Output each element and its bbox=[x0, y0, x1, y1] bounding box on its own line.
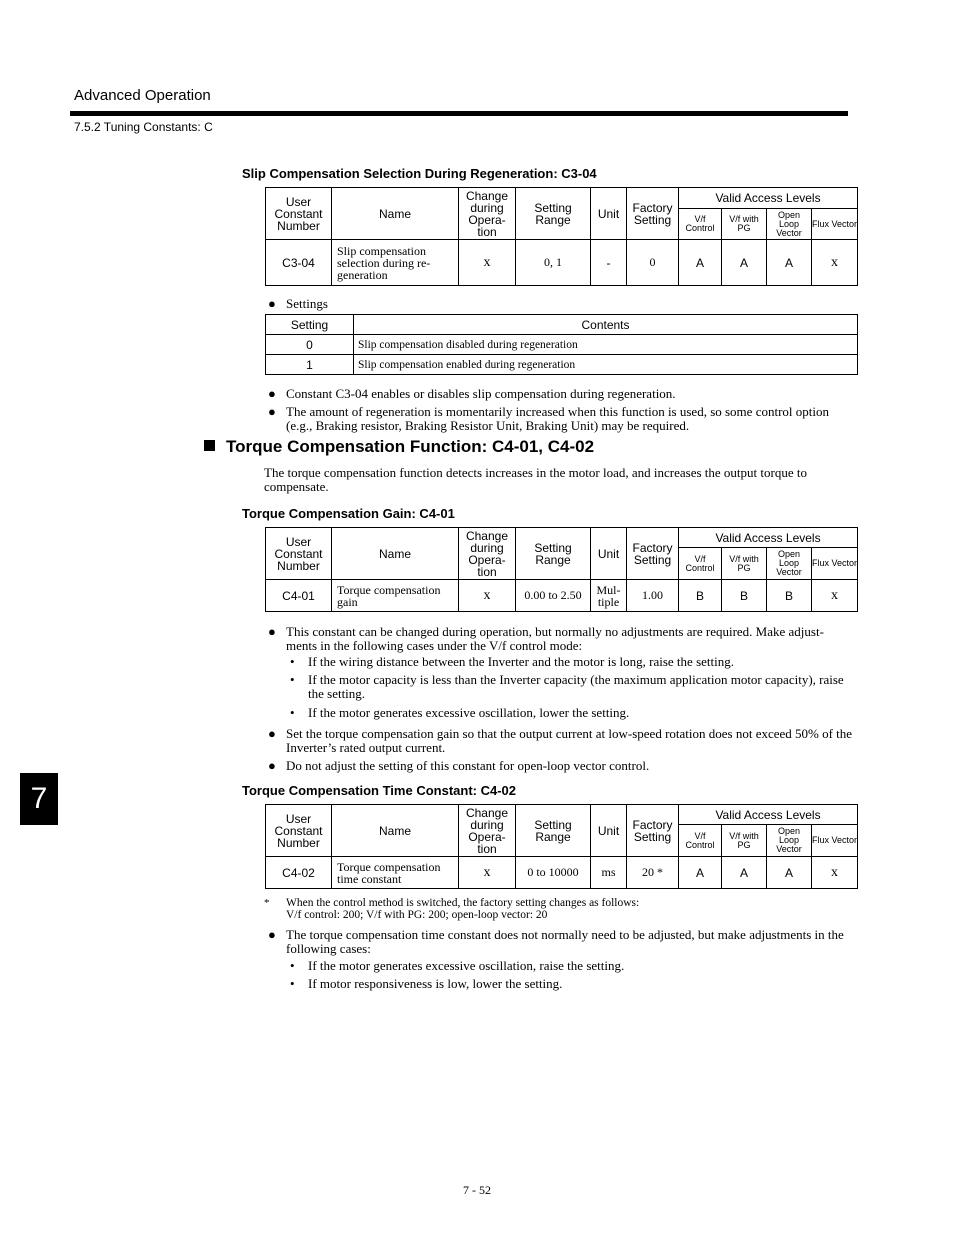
table-row bbox=[266, 240, 858, 286]
access-vfpg: B bbox=[722, 580, 767, 612]
settings-col-contents: Contents bbox=[354, 315, 858, 335]
col-unit: Unit bbox=[591, 805, 627, 857]
access-flux: x bbox=[812, 580, 858, 612]
setting-contents: Slip compensation enabled during regeneration bbox=[354, 355, 858, 375]
col-vf: V/f Control bbox=[679, 825, 722, 857]
access-vf: A bbox=[679, 240, 722, 286]
square-bullet-icon bbox=[204, 440, 215, 451]
factory-setting: 0 bbox=[627, 240, 679, 286]
list-item: ● This constant can be changed during operation, but normally no adjustments are required. Make adjust- ments in the following cases under the V/f control mode: bbox=[268, 624, 824, 653]
access-vf: A bbox=[679, 857, 722, 889]
setting-range: 0.00 to 2.50 bbox=[516, 580, 591, 612]
change-during-operation: x bbox=[459, 857, 516, 889]
footnote-mark: * bbox=[264, 897, 270, 909]
c402-constant-table bbox=[265, 804, 858, 889]
access-olv: A bbox=[767, 857, 812, 889]
unit: ms bbox=[591, 857, 627, 889]
col-factory: Factory Setting bbox=[627, 188, 679, 240]
col-valid-access: Valid Access Levels bbox=[679, 528, 858, 548]
col-factory: Factory Setting bbox=[627, 805, 679, 857]
col-name: Name bbox=[332, 805, 459, 857]
col-change: Change during Opera- tion bbox=[459, 805, 516, 857]
sub-list-item: • If the motor generates excessive oscillation, raise the setting. bbox=[290, 958, 625, 973]
col-flux: Flux Vector bbox=[812, 209, 858, 240]
col-range: Setting Range bbox=[516, 528, 591, 580]
c402-heading: Torque Compensation Time Constant: C4-02 bbox=[242, 783, 516, 798]
c304-heading: Slip Compensation Selection During Regeneration: C3-04 bbox=[242, 166, 597, 181]
header-rule bbox=[70, 111, 848, 116]
setting-range: 0 to 10000 bbox=[516, 857, 591, 889]
col-change: Change during Opera- tion bbox=[459, 188, 516, 240]
col-name: Name bbox=[332, 528, 459, 580]
c304-constant-table bbox=[265, 187, 858, 286]
list-item: ● The torque compensation time constant does not normally need to be adjusted, but make adjustments in the following cases: bbox=[268, 927, 844, 956]
list-item: ● Do not adjust the setting of this constant for open-loop vector control. bbox=[268, 758, 650, 773]
col-unit: Unit bbox=[591, 188, 627, 240]
access-olv: B bbox=[767, 580, 812, 612]
access-vf: B bbox=[679, 580, 722, 612]
section-title: Torque Compensation Function: C4-01, C4-02 bbox=[204, 437, 594, 457]
col-vfpg: V/f with PG bbox=[722, 209, 767, 240]
list-item: ● The amount of regeneration is momentarily increased when this function is used, so some control option (e.g., Braking resistor, Braking Resistor Unit, Braking Unit) may be required. bbox=[268, 404, 829, 433]
subsection-title: 7.5.2 Tuning Constants: C bbox=[74, 120, 213, 134]
col-olv: Open Loop Vector bbox=[767, 825, 812, 857]
col-user-constant: User Constant Number bbox=[266, 528, 332, 580]
unit: - bbox=[591, 240, 627, 286]
col-vf: V/f Control bbox=[679, 548, 722, 580]
col-flux: Flux Vector bbox=[812, 548, 858, 580]
table-row bbox=[266, 355, 858, 375]
list-item: ● Set the torque compensation gain so that the output current at low-speed rotation does not exceed 50% of the Inverter’s rated output current. bbox=[268, 726, 853, 755]
col-vfpg: V/f with PG bbox=[722, 825, 767, 857]
col-range: Setting Range bbox=[516, 805, 591, 857]
list-item: ● Constant C3-04 enables or disables slip compensation during regeneration. bbox=[268, 386, 676, 401]
setting-value: 0 bbox=[266, 335, 354, 355]
change-during-operation: x bbox=[459, 580, 516, 612]
constant-name: Slip compensation selection during re- generation bbox=[332, 240, 459, 286]
page-number: 7 - 52 bbox=[463, 1183, 491, 1197]
change-during-operation: x bbox=[459, 240, 516, 286]
table-row bbox=[266, 335, 858, 355]
unit: Mul- tiple bbox=[591, 580, 627, 612]
c401-heading: Torque Compensation Gain: C4-01 bbox=[242, 506, 455, 521]
constant-number: C3-04 bbox=[266, 240, 332, 286]
col-valid-access: Valid Access Levels bbox=[679, 188, 858, 209]
factory-setting: 20 * bbox=[627, 857, 679, 889]
col-valid-access: Valid Access Levels bbox=[679, 805, 858, 825]
access-flux: x bbox=[812, 240, 858, 286]
footnote: When the control method is switched, the factory setting changes as follows: V/f control: 200; V/f with PG: 200; open-loop vector: 20 bbox=[286, 897, 640, 921]
col-unit: Unit bbox=[591, 528, 627, 580]
sub-list-item: • If the motor capacity is less than the Inverter capacity (the maximum application motor capacity), raise the setting. bbox=[290, 672, 844, 701]
constant-number: C4-01 bbox=[266, 580, 332, 612]
settings-col-setting: Setting bbox=[266, 315, 354, 335]
sub-list-item: • If the wiring distance between the Inverter and the motor is long, raise the setting. bbox=[290, 654, 734, 669]
access-vfpg: A bbox=[722, 857, 767, 889]
section-intro: The torque compensation function detects increases in the motor load, and increases the output torque to compensate. bbox=[264, 465, 807, 494]
access-olv: A bbox=[767, 240, 812, 286]
factory-setting: 1.00 bbox=[627, 580, 679, 612]
col-olv: Open Loop Vector bbox=[767, 548, 812, 580]
constant-name: Torque compensation gain bbox=[332, 580, 459, 612]
access-vfpg: A bbox=[722, 240, 767, 286]
sub-list-item: • If the motor generates excessive oscillation, lower the setting. bbox=[290, 705, 630, 720]
col-range: Setting Range bbox=[516, 188, 591, 240]
access-flux: x bbox=[812, 857, 858, 889]
table-row bbox=[266, 857, 858, 889]
chapter-tab: 7 bbox=[20, 773, 58, 825]
setting-value: 1 bbox=[266, 355, 354, 375]
col-change: Change during Opera- tion bbox=[459, 528, 516, 580]
col-name: Name bbox=[332, 188, 459, 240]
constant-number: C4-02 bbox=[266, 857, 332, 889]
col-vf: V/f Control bbox=[679, 209, 722, 240]
col-factory: Factory Setting bbox=[627, 528, 679, 580]
table-row bbox=[266, 580, 858, 612]
c401-constant-table bbox=[265, 527, 858, 612]
col-user-constant: User Constant Number bbox=[266, 188, 332, 240]
sub-list-item: • If motor responsiveness is low, lower the setting. bbox=[290, 976, 563, 991]
setting-contents: Slip compensation disabled during regeneration bbox=[354, 335, 858, 355]
col-user-constant: User Constant Number bbox=[266, 805, 332, 857]
constant-name: Torque compensation time constant bbox=[332, 857, 459, 889]
col-olv: Open Loop Vector bbox=[767, 209, 812, 240]
settings-label: ● Settings bbox=[268, 296, 328, 311]
settings-table bbox=[265, 314, 858, 375]
chapter-title: Advanced Operation bbox=[74, 87, 211, 104]
col-vfpg: V/f with PG bbox=[722, 548, 767, 580]
col-flux: Flux Vector bbox=[812, 825, 858, 857]
setting-range: 0, 1 bbox=[516, 240, 591, 286]
